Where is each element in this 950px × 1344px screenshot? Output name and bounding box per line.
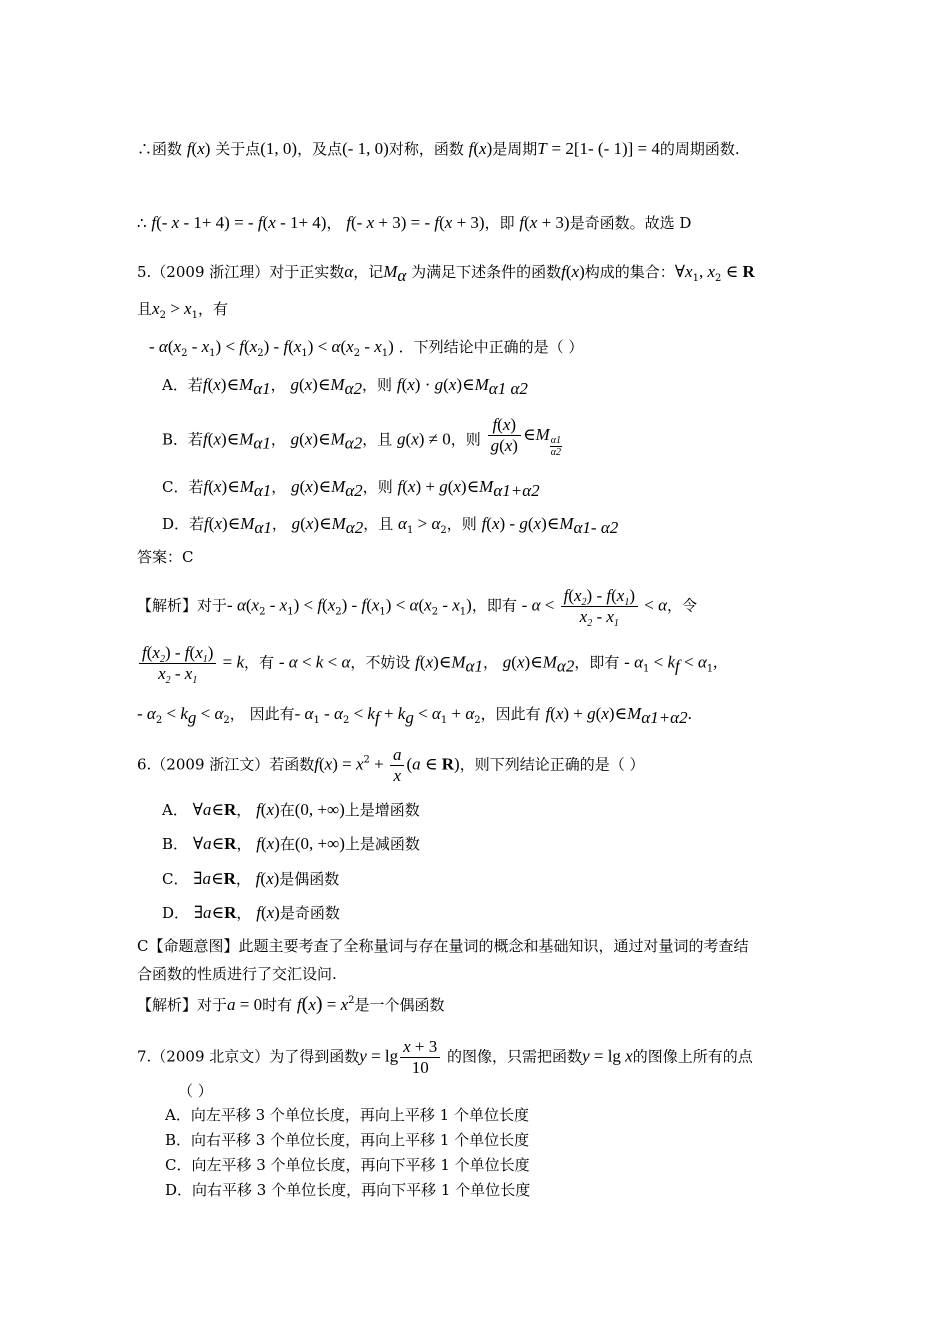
q7-option-a: A．向左平移 3 个单位长度，再向上平移 1 个单位长度 [165,1106,529,1124]
q5-option-d: D．若$f(x)\in M_{\alpha 1}$， $g(x)\in M_{\alpha 2}$，且 $\alpha_1 > \alpha_2$，则 $f(x) - g(x)\in M_{\alpha 1- \alpha 2}$ [162,514,619,537]
q7-option-c: C．向左平移 3 个单位长度，再向下平移 1 个单位长度 [165,1156,530,1174]
q7-option-d: D．向右平移 3 个单位长度，再向下平移 1 个单位长度 [165,1181,531,1199]
q5-analysis-3: - $\alpha_2 < k_g < \alpha_2$， 因此有- $\alpha_1 - \alpha_2 < k_f + k_g < \alpha_1 + \alpha_2$，因此有 $f(x) + g(x)\in M_{\alpha 1+\alpha 2}$. [137,704,692,727]
q7-option-b: B．向右平移 3 个单位长度，再向上平移 1 个单位长度 [165,1131,530,1149]
q7-paren: （ ） [178,1082,213,1100]
q5-option-b: B．若$f(x)\in M_{\alpha 1}$， $g(x)\in M_{\alpha 2}$，且 g(x) ≠ 0，则 $\frac{f(x)}{g(x)}$ ∈M $\frac{\alpha 1}{\alpha 2}$ [162,415,561,458]
q5-stem: 5.（2009 浙江理）对于正实数α，记$M_\alpha$ 为满足下述条件的函数f(x)构成的集合：$\forall x_1$, $x_2$ ∈ R [137,262,755,285]
q6-stem: 6.（2009 浙江文）若函数$f(x) = x^2$ + $\frac{a}{x}$ (a ∈ R)，则下列结论正确的是（ ） [137,745,645,785]
q6-option-d: D． ∃a∈R， f(x)是奇函数 [162,903,340,922]
q6-option-c: C． ∃a∈R， f(x)是偶函数 [162,869,340,888]
q5-option-c: C．若$f(x)\in M_{\alpha 1}$， $g(x)\in M_{\alpha 2}$，则 $f(x) + g(x)\in M_{\alpha 1+\alpha 2}$ [162,477,540,500]
conclusion-line-1: ∴函数 f(x) 关于点(1, 0)，及点(- 1, 0)对称，函数 f(x)是周期T = 2[1- (- 1)] = 4的周期函数. [137,139,740,158]
q5-answer: 答案：C [137,548,194,566]
q5-option-a: A．若$f(x)\in M_{\alpha 1}$， $g(x)\in M_{\alpha 2}$，则 $f(x) \cdot g(x)\in M_{\alpha 1 \alpha 2}$ [162,375,528,398]
q5-analysis-1: 【解析】对于- $\alpha(x_2 - x_1) < f(x_2) - f(x_1) < \alpha(x_2 - x_1)$，即有 - α < $\frac{f(x_2) - f(x_1)}{x_2 - x_1}$ < α，令 [137,586,698,629]
q6-option-a: A． ∀a∈R， f(x)在(0, +∞)上是增函数 [162,800,420,819]
q5-analysis-2: $\frac{f(x_2) - f(x_1)}{x_2 - x_1}$ = k，有 - α < k < α，不妨设 $f(x)\in M_{\alpha 1}$， $g(x)\in M_{\alpha 2}$，即有 - $\alpha_1 < k_f < \alpha_1$, [137,643,820,684]
q6-intent: C【命题意图】此题主要考查了全称量词与存在量词的概念和基础知识，通过对量词的考查结 [137,937,749,955]
q6-analysis: 【解析】对于a = 0时有 $f(x) = x^2$是一个偶函数 [137,993,445,1015]
q7-stem: 7.（2009 北京文）为了得到函数y = lg $\frac{x + 3}{10}$ 的图像，只需把函数y = lg x的图像上所有的点 [137,1037,753,1077]
q6-intent-2: 合函数的性质进行了交汇设问. [137,965,337,983]
q5-stem-2: 且$x_2 > x_1$，有 [137,299,228,321]
conclusion-line-2: ∴ f(- x - 1+ 4) = - f(x - 1+ 4)， f(- x + 3) = - f(x + 3)，即 f(x + 3)是奇函数。故选 D [137,213,692,232]
q5-condition: - $\alpha(x_2 - x_1) < f(x_2) - f(x_1) < \alpha(x_2 - x_1)$ ．下列结论中正确的是（ ） [149,337,584,359]
q6-option-b: B． ∀a∈R， f(x)在(0, +∞)上是减函数 [162,834,420,853]
